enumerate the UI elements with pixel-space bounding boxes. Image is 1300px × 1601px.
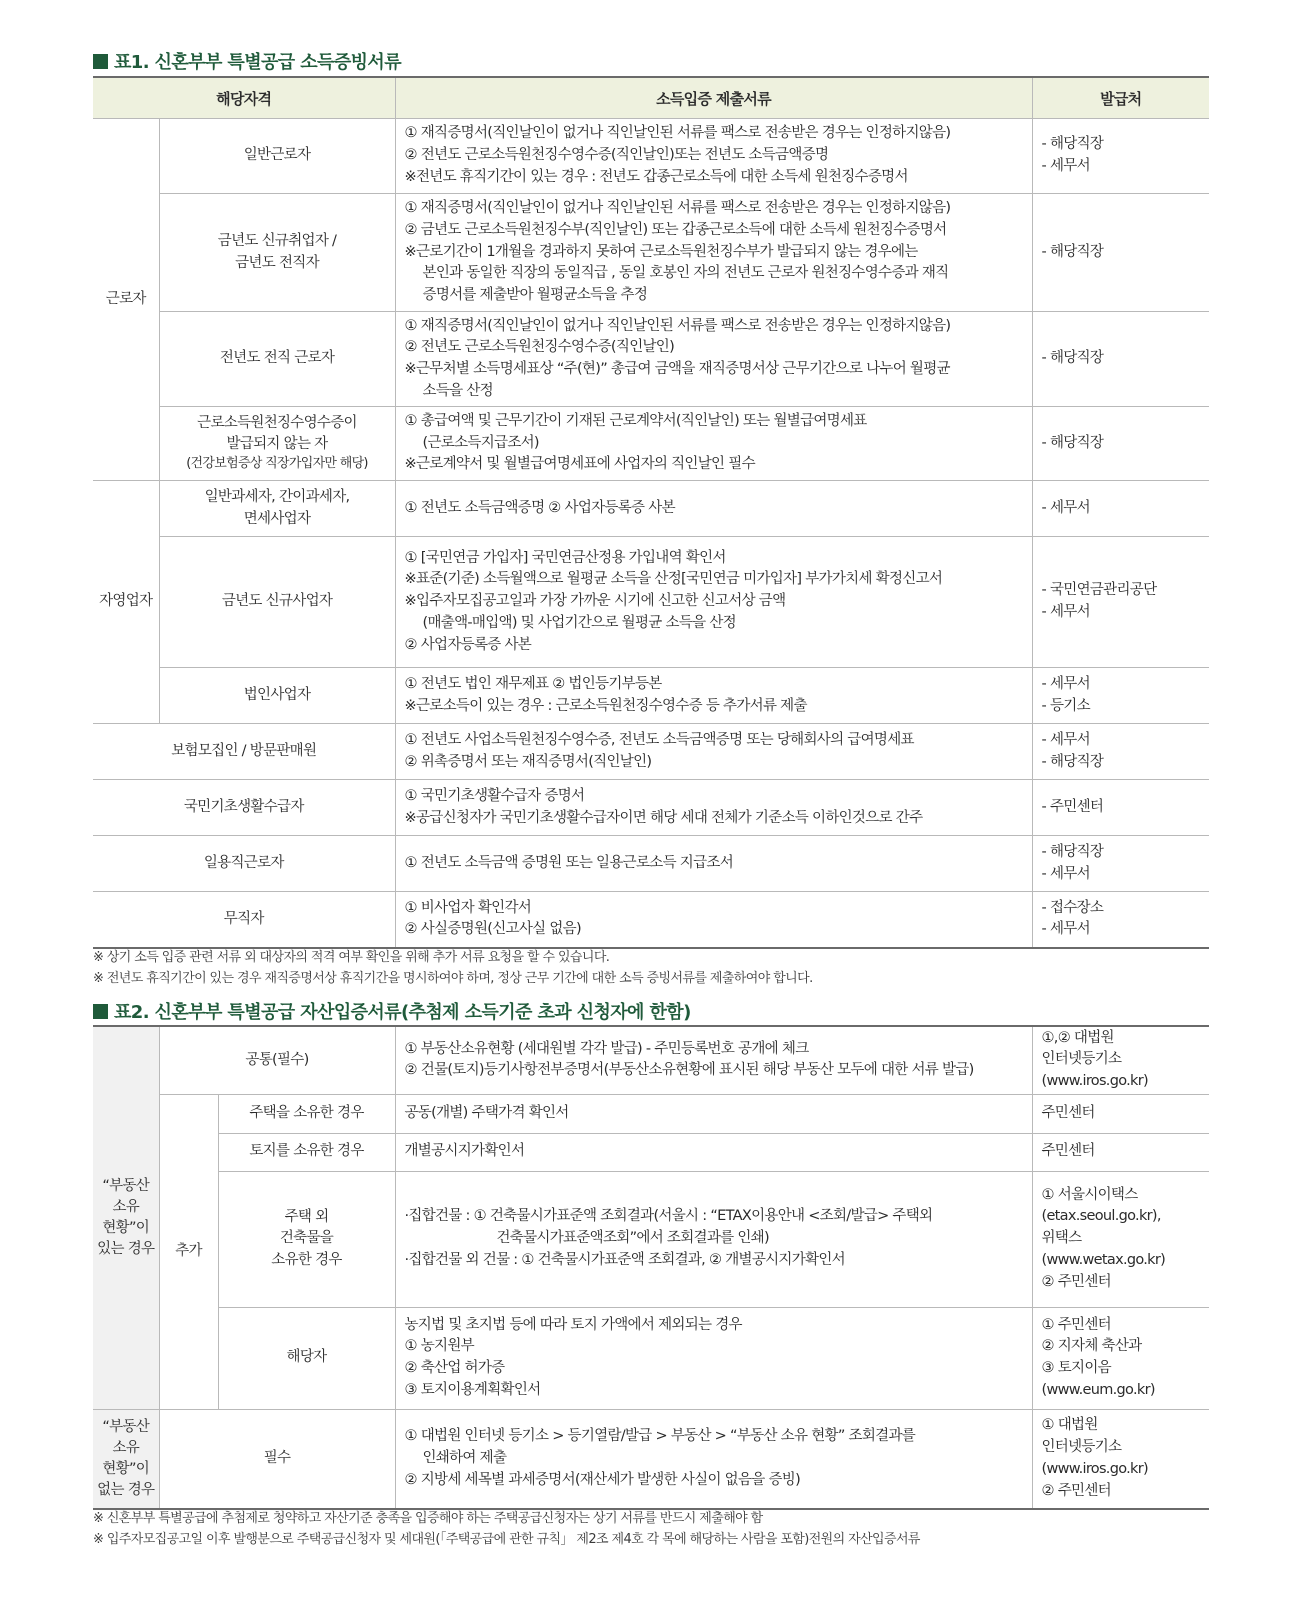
row-label: 금년도 신규사업자: [159, 537, 395, 668]
row-issuer: - 접수장소 - 세무서: [1032, 892, 1209, 948]
table-row: [93, 407, 1209, 481]
row-documents: 공동(개별) 주택가격 확인서: [395, 1094, 1032, 1133]
table-row: [93, 1409, 1209, 1509]
table1-notes: [93, 947, 813, 989]
row-documents: ① 재직증명서(직인날인이 없거나 직인날인된 서류를 팩스로 전송받은 경우는 인정하지않음) ② 전년도 근로소득원천징수영수증(직인날인) ※근무처별 소득명세표상 “주(현)” 총급여 금액을 재직증명서상 근무기간으로 나누어 월평균 소득을 산정: [395, 312, 1032, 407]
row-issuer: - 해당직장: [1032, 407, 1209, 481]
table-row: [93, 537, 1209, 668]
table-row: [93, 780, 1209, 836]
group-self-employed: 자영업자: [93, 481, 159, 724]
row-label: 일용직근로자: [93, 836, 395, 892]
row-documents: ① 전년도 사업소득원천징수영수증, 전년도 소득금액증명 또는 당해회사의 급여명세표 ② 위촉증명서 또는 재직증명서(직인날인): [395, 724, 1032, 780]
row-documents: ① 재직증명서(직인날인이 없거나 직인날인된 서류를 팩스로 전송받은 경우는 인정하지않음) ② 전년도 근로소득원천징수영수증(직인날인)또는 전년도 소득금액증명 ※전년도 휴직기간이 있는 경우 : 전년도 갑종근로소득에 대한 소득세 원천징수증명서: [395, 119, 1032, 194]
row-label: 주택을 소유한 경우: [218, 1094, 395, 1133]
table-row: [93, 1094, 1209, 1133]
row-label: 토지를 소유한 경우: [218, 1133, 395, 1171]
table-row: [93, 668, 1209, 724]
row-issuer: - 해당직장: [1032, 194, 1209, 312]
group-has-property: “부동산 소유 현황”이 있는 경우: [93, 1026, 159, 1409]
row-issuer: ①,② 대법원 인터넷등기소 (www.iros.go.kr): [1032, 1026, 1209, 1094]
row-issuer: - 세무서 - 해당직장: [1032, 724, 1209, 780]
table-row: [93, 1133, 1209, 1171]
row-label: 보험모집인 / 방문판매원: [93, 724, 395, 780]
row-issuer: - 해당직장 - 세무서: [1032, 119, 1209, 194]
row-label: 국민기초생활수급자: [93, 780, 395, 836]
header-qualification: 해당자격: [93, 77, 395, 119]
table1-header-row: [93, 77, 1209, 119]
row-label: 해당자: [218, 1307, 395, 1409]
row-documents: 농지법 및 초지법 등에 따라 토지 가액에서 제외되는 경우 ① 농지원부 ② 축산업 허가증 ③ 토지이용계획확인서: [395, 1307, 1032, 1409]
row-label: 전년도 전직 근로자: [159, 312, 395, 407]
row-issuer: - 해당직장: [1032, 312, 1209, 407]
row-documents: ① 비사업자 확인각서 ② 사실증명원(신고사실 없음): [395, 892, 1032, 948]
row-documents: ① 국민기초생활수급자 증명서 ※공급신청자가 국민기초생활수급자이면 해당 세대 전체가 기준소득 이하인것으로 간주: [395, 780, 1032, 836]
note-line: ※ 상기 소득 입증 관련 서류 외 대상자의 적격 여부 확인을 위해 추가 서류 요청을 할 수 있습니다.: [93, 950, 610, 965]
row-documents: ① 전년도 소득금액 증명원 또는 일용근로소득 지급조서: [395, 836, 1032, 892]
row-label: 법인사업자: [159, 668, 395, 724]
row-documents: ① 재직증명서(직인날인이 없거나 직인날인된 서류를 팩스로 전송받은 경우는 인정하지않음) ② 금년도 근로소득원천징수부(직인날인) 또는 갑종근로소득에 대한 소득세 원천징수증명서 ※근로기간이 1개월을 경과하지 못하여 근로소득원천징수부가 발급되지 않는 경우에는 본인과 동일한 직장의 동일직급 , 동일 호봉인 자의 전년도 근로자 원천징수영수증과 재직 증명서를 제출받아 월평균소득을 추정: [395, 194, 1032, 312]
row-label: 근로소득원천징수영수증이 발급되지 않는 자 (건강보험증상 직장가입자만 해당): [159, 407, 395, 481]
row-issuer: 주민센터: [1032, 1133, 1209, 1171]
table-row: [93, 1171, 1209, 1307]
income-proof-table: [93, 76, 1209, 949]
group-no-property: “부동산 소유 현황”이 없는 경우: [93, 1409, 159, 1509]
row-label: 금년도 신규취업자 / 금년도 전직자: [159, 194, 395, 312]
table-row: [93, 119, 1209, 194]
row-documents: 개별공시지가확인서: [395, 1133, 1032, 1171]
row-label: 일반근로자: [159, 119, 395, 194]
row-issuer: - 국민연금관리공단 - 세무서: [1032, 537, 1209, 668]
square-bullet-icon: [93, 1004, 108, 1019]
row-documents: ① 전년도 법인 재무제표 ② 법인등기부등본 ※근로소득이 있는 경우 : 근로소득원천징수영수증 등 추가서류 제출: [395, 668, 1032, 724]
row-issuer: - 해당직장 - 세무서: [1032, 836, 1209, 892]
table-row: [93, 312, 1209, 407]
table-row: [93, 1026, 1209, 1094]
row-issuer: ① 서울시이택스 (etax.seoul.go.kr), 위택스 (www.wetax.go.kr) ② 주민센터: [1032, 1171, 1209, 1307]
row-documents: ① 부동산소유현황 (세대원별 각각 발급) - 주민등록번호 공개에 체크 ② 건물(토지)등기사항전부증명서(부동산소유현황에 표시된 해당 부동산 모두에 대한 서류 발급): [395, 1026, 1032, 1094]
row-issuer: - 주민센터: [1032, 780, 1209, 836]
header-issuer: 발급처: [1032, 77, 1209, 119]
table-row: [93, 481, 1209, 537]
table-row: [93, 836, 1209, 892]
table-row: [93, 194, 1209, 312]
row-documents: ·집합건물 : ① 건축물시가표준액 조회결과(서울시 : “ETAX이용안내 <조회/발급> 주택외 건축물시가표준액조회”에서 조회결과를 인쇄) ·집합건물 외 건물 : ① 건축물시가표준액 조회결과, ② 개별공시지가확인서: [395, 1171, 1032, 1307]
note-line: ※ 신혼부부 특별공급에 추첨제로 청약하고 자산기준 충족을 입증해야 하는 주택공급신청자는 상기 서류를 반드시 제출해야 함: [93, 1511, 763, 1526]
row-label: 일반과세자, 간이과세자, 면세사업자: [159, 481, 395, 537]
asset-proof-table: [93, 1025, 1209, 1510]
row-documents: ① 전년도 소득금액증명 ② 사업자등록증 사본: [395, 481, 1032, 537]
table2-title: 표2. 신혼부부 특별공급 자산입증서류(추첨제 소득기준 초과 신청자에 한함): [93, 998, 691, 1024]
row-issuer: - 세무서: [1032, 481, 1209, 537]
note-line: ※ 전년도 휴직기간이 있는 경우 재직증명서상 휴직기간을 명시하여야 하며, 정상 근무 기간에 대한 소득 증빙서류를 제출하여야 합니다.: [93, 971, 813, 986]
row-label: 무직자: [93, 892, 395, 948]
row-label: 주택 외 건축물을 소유한 경우: [218, 1171, 395, 1307]
header-documents: 소득입증 제출서류: [395, 77, 1032, 119]
row-issuer: 주민센터: [1032, 1094, 1209, 1133]
group-worker: 근로자: [93, 119, 159, 481]
row-issuer: - 세무서 - 등기소: [1032, 668, 1209, 724]
table2-notes: [93, 1508, 920, 1550]
row-issuer: ① 대법원 인터넷등기소 (www.iros.go.kr) ② 주민센터: [1032, 1409, 1209, 1509]
row-label: 공통(필수): [159, 1026, 395, 1094]
row-documents: ① 총급여액 및 근무기간이 기재된 근로계약서(직인날인) 또는 월별급여명세표 (근로소득지급조서) ※근로계약서 및 월별급여명세표에 사업자의 직인날인 필수: [395, 407, 1032, 481]
row-issuer: ① 주민센터 ② 지자체 축산과 ③ 토지이음 (www.eum.go.kr): [1032, 1307, 1209, 1409]
row-documents: ① [국민연금 가입자] 국민연금산정용 가입내역 확인서 ※표준(기준) 소득월액으로 월평균 소득을 산정[국민연금 미가입자] 부가가치세 확정신고서 ※입주자모집공고일과 가장 가까운 시기에 신고한 신고서상 금액 (매출액-매입액) 및 사업기간으로 월평균 소득을 산정 ② 사업자등록증 사본: [395, 537, 1032, 668]
table1-title: 표1. 신혼부부 특별공급 소득증빙서류: [93, 48, 401, 74]
square-bullet-icon: [93, 54, 108, 69]
table-row: [93, 892, 1209, 948]
group-extra: 추가: [159, 1094, 218, 1409]
row-label: 필수: [159, 1409, 395, 1509]
row-documents: ① 대법원 인터넷 등기소 > 등기열람/발급 > 부동산 > “부동산 소유 현황” 조회결과를 인쇄하여 제출 ② 지방세 세목별 과세증명서(재산세가 발생한 사실이 없음을 증빙): [395, 1409, 1032, 1509]
note-line: ※ 입주자모집공고일 이후 발행분으로 주택공급신청자 및 세대원(「주택공급에 관한 규칙」 제2조 제4호 각 목에 해당하는 사람을 포함)전원의 자산입증서류: [93, 1532, 920, 1547]
table-row: [93, 1307, 1209, 1409]
table-row: [93, 724, 1209, 780]
